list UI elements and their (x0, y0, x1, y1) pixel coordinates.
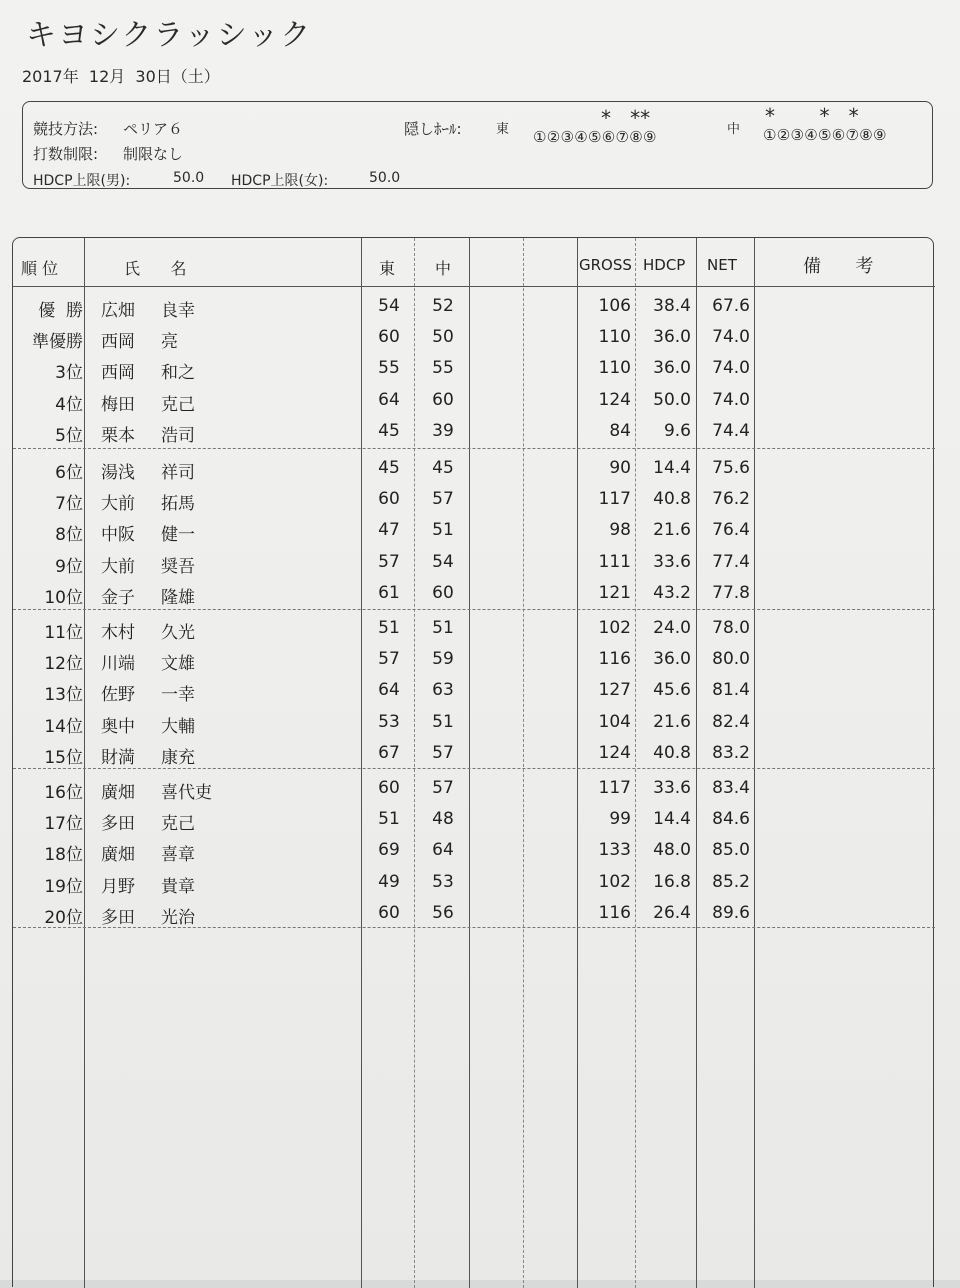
middle-score-cell: 56 (432, 902, 454, 923)
hdcp-cell: 24.0 (653, 618, 691, 638)
east-score-cell: 60 (378, 902, 400, 923)
page-title: キヨシクラッシック (26, 18, 313, 53)
net-cell: 83.4 (712, 778, 750, 798)
net-cell: 74.0 (712, 327, 750, 348)
hdcp-cell: 45.6 (653, 680, 691, 701)
east-score-cell: 49 (378, 871, 400, 892)
gross-cell: 106 (598, 296, 631, 316)
rank-cell: 17位 (44, 814, 83, 835)
column-divider (414, 238, 415, 1288)
gross-cell: 110 (598, 327, 631, 348)
gross-cell: 116 (598, 649, 631, 670)
last-name-cell: 大前 (101, 494, 135, 515)
middle-score-cell: 45 (432, 458, 454, 478)
hdcp-male-value: 50.0 (173, 170, 205, 186)
east-hole-numbers: ①②③④⑤⑥⑦⑧⑨ (533, 128, 657, 146)
rank-cell: 3位 (55, 363, 83, 384)
rank-cell: 7位 (55, 494, 83, 515)
east-score-cell: 64 (378, 680, 400, 701)
rank-cell: 5位 (55, 425, 83, 446)
east-score-cell: 57 (378, 649, 400, 670)
hdcp-cell: 9.6 (663, 420, 691, 441)
first-name-cell: 克己 (161, 814, 195, 835)
gross-cell: 102 (598, 871, 631, 892)
last-name-cell: 木村 (101, 623, 135, 643)
east-score-cell: 64 (378, 389, 400, 410)
middle-score-cell: 55 (432, 358, 454, 379)
method-label: 競技方法: (33, 120, 99, 138)
group-divider (13, 609, 935, 610)
last-name-cell: 財満 (101, 747, 135, 768)
net-cell: 84.6 (712, 809, 750, 830)
first-name-cell: 良幸 (161, 301, 195, 321)
hdcp-cell: 26.4 (653, 902, 691, 923)
gross-cell: 102 (598, 618, 631, 638)
last-name-cell: 西岡 (101, 332, 135, 353)
net-cell: 85.2 (712, 871, 750, 892)
last-name-cell: 梅田 (101, 394, 135, 415)
east-score-cell: 60 (378, 778, 400, 798)
gross-cell: 124 (598, 742, 631, 763)
gross-cell: 117 (598, 489, 631, 510)
group-divider (13, 768, 935, 769)
first-name-cell: 久光 (161, 623, 195, 643)
first-name-cell: 浩司 (161, 425, 195, 446)
column-divider (469, 238, 470, 1288)
first-name-cell: 貴章 (161, 876, 195, 897)
hdcp-cell: 33.6 (653, 778, 691, 798)
last-name-cell: 中阪 (101, 525, 135, 546)
east-score-cell: 69 (378, 840, 400, 861)
rank-cell: 19位 (44, 876, 83, 897)
first-name-cell: 喜代吏 (161, 783, 212, 803)
hdcp-cell: 50.0 (653, 389, 691, 410)
header-rule (13, 286, 935, 287)
east-score-cell: 51 (378, 809, 400, 830)
header-middle: 中 (435, 259, 452, 278)
last-name-cell: 西岡 (101, 363, 135, 384)
last-name-cell: 川端 (101, 654, 135, 675)
header-name: 氏 名 (124, 259, 187, 278)
gross-cell: 117 (598, 778, 631, 798)
header-net: NET (707, 256, 737, 274)
column-divider (523, 238, 524, 1288)
rank-cell: 12位 (44, 654, 83, 675)
header-east: 東 (379, 259, 396, 278)
net-cell: 74.4 (712, 420, 750, 441)
first-name-cell: 奨吾 (161, 556, 195, 577)
rank-cell: 13位 (44, 685, 83, 706)
rank-cell: 16位 (44, 783, 83, 803)
net-cell: 82.4 (712, 711, 750, 732)
last-name-cell: 湯浅 (101, 463, 135, 483)
first-name-cell: 光治 (161, 907, 195, 928)
first-name-cell: 祥司 (161, 463, 195, 483)
net-cell: 74.0 (712, 389, 750, 410)
last-name-cell: 佐野 (101, 685, 135, 706)
header-remarks: 備 考 (803, 256, 874, 277)
first-name-cell: 隆雄 (161, 587, 195, 608)
first-name-cell: 亮 (161, 332, 178, 353)
hdcp-cell: 40.8 (653, 742, 691, 763)
east-score-cell: 55 (378, 358, 400, 379)
rank-cell: 11位 (44, 623, 83, 643)
gross-cell: 98 (609, 520, 631, 541)
east-score-cell: 57 (378, 551, 400, 572)
hdcp-cell: 16.8 (653, 871, 691, 892)
gross-cell: 110 (598, 358, 631, 379)
east-score-cell: 54 (378, 296, 400, 316)
middle-score-cell: 60 (432, 389, 454, 410)
middle-score-cell: 51 (432, 711, 454, 732)
event-date: 2017年 12月 30日（土） (22, 67, 220, 86)
rank-cell: 6位 (55, 463, 83, 483)
east-score-cell: 60 (378, 327, 400, 348)
east-score-cell: 45 (378, 420, 400, 441)
middle-score-cell: 57 (432, 489, 454, 510)
middle-score-cell: 54 (432, 551, 454, 572)
east-score-cell: 45 (378, 458, 400, 478)
middle-score-cell: 39 (432, 420, 454, 441)
method-value: ペリア６ (123, 120, 184, 138)
net-cell: 75.6 (712, 458, 750, 478)
east-score-cell: 67 (378, 742, 400, 763)
last-name-cell: 広畑 (101, 301, 135, 321)
hdcp-female-value: 50.0 (369, 170, 401, 186)
gross-cell: 99 (609, 809, 631, 830)
middle-hidden-marks: * * * (765, 104, 859, 128)
gross-cell: 116 (598, 902, 631, 923)
first-name-cell: 文雄 (161, 654, 195, 675)
rank-cell: 優 勝 (38, 301, 83, 321)
last-name-cell: 廣畑 (101, 783, 135, 803)
east-course-label: 東 (496, 122, 510, 137)
limit-label: 打数制限: (33, 145, 99, 163)
east-score-cell: 53 (378, 711, 400, 732)
middle-score-cell: 63 (432, 680, 454, 701)
hdcp-cell: 43.2 (653, 582, 691, 603)
rank-cell: 9位 (55, 556, 83, 577)
first-name-cell: 和之 (161, 363, 195, 384)
last-name-cell: 栗本 (101, 425, 135, 446)
header-hdcp: HDCP (643, 256, 686, 274)
net-cell: 78.0 (712, 618, 750, 638)
net-cell: 74.0 (712, 358, 750, 379)
first-name-cell: 拓馬 (161, 494, 195, 515)
middle-score-cell: 48 (432, 809, 454, 830)
group-divider (13, 448, 935, 449)
hdcp-cell: 48.0 (653, 840, 691, 861)
last-name-cell: 金子 (101, 587, 135, 608)
middle-score-cell: 64 (432, 840, 454, 861)
last-name-cell: 大前 (101, 556, 135, 577)
net-cell: 83.2 (712, 742, 750, 763)
column-divider (84, 238, 85, 1288)
rank-cell: 8位 (55, 525, 83, 546)
middle-score-cell: 57 (432, 778, 454, 798)
gross-cell: 124 (598, 389, 631, 410)
net-cell: 81.4 (712, 680, 750, 701)
hdcp-cell: 21.6 (653, 711, 691, 732)
middle-score-cell: 60 (432, 582, 454, 603)
header-gross: GROSS (579, 256, 632, 274)
net-cell: 85.0 (712, 840, 750, 861)
hdcp-cell: 14.4 (653, 458, 691, 478)
header-rank: 順 位 (21, 259, 59, 278)
east-score-cell: 60 (378, 489, 400, 510)
net-cell: 76.4 (712, 520, 750, 541)
east-score-cell: 51 (378, 618, 400, 638)
rank-cell: 15位 (44, 747, 83, 768)
net-cell: 77.4 (712, 551, 750, 572)
column-divider (361, 238, 362, 1288)
middle-score-cell: 53 (432, 871, 454, 892)
net-cell: 89.6 (712, 902, 750, 923)
net-cell: 77.8 (712, 582, 750, 603)
first-name-cell: 康充 (161, 747, 195, 768)
east-score-cell: 61 (378, 582, 400, 603)
hdcp-cell: 40.8 (653, 489, 691, 510)
net-cell: 76.2 (712, 489, 750, 510)
middle-score-cell: 50 (432, 327, 454, 348)
rank-cell: 準優勝 (32, 332, 83, 353)
limit-value: 制限なし (123, 145, 184, 163)
middle-score-cell: 51 (432, 520, 454, 541)
middle-score-cell: 57 (432, 742, 454, 763)
first-name-cell: 克己 (161, 394, 195, 415)
rank-cell: 10位 (44, 587, 83, 608)
middle-score-cell: 52 (432, 296, 454, 316)
east-hidden-marks: * ** (601, 106, 651, 130)
hdcp-male-label: HDCP上限(男): (33, 173, 131, 189)
gross-cell: 133 (598, 840, 631, 861)
gross-cell: 104 (598, 711, 631, 732)
gross-cell: 90 (609, 458, 631, 478)
hdcp-female-label: HDCP上限(女): (231, 173, 329, 189)
rank-cell: 18位 (44, 845, 83, 866)
hdcp-cell: 14.4 (653, 809, 691, 830)
middle-course-label: 中 (727, 122, 741, 137)
hdcp-cell: 36.0 (653, 327, 691, 348)
hdcp-cell: 36.0 (653, 649, 691, 670)
hidden-holes-label: 隠しﾎｰﾙ: (404, 120, 462, 138)
last-name-cell: 多田 (101, 814, 135, 835)
middle-score-cell: 59 (432, 649, 454, 670)
rank-cell: 14位 (44, 716, 83, 737)
first-name-cell: 健一 (161, 525, 195, 546)
last-name-cell: 月野 (101, 876, 135, 897)
last-name-cell: 奥中 (101, 716, 135, 737)
first-name-cell: 喜章 (161, 845, 195, 866)
east-score-cell: 47 (378, 520, 400, 541)
first-name-cell: 大輔 (161, 716, 195, 737)
gross-cell: 127 (598, 680, 631, 701)
rank-cell: 4位 (55, 394, 83, 415)
hdcp-cell: 36.0 (653, 358, 691, 379)
middle-score-cell: 51 (432, 618, 454, 638)
last-name-cell: 廣畑 (101, 845, 135, 866)
column-divider (754, 238, 755, 1288)
net-cell: 67.6 (712, 296, 750, 316)
hdcp-cell: 38.4 (653, 296, 691, 316)
hdcp-cell: 33.6 (653, 551, 691, 572)
last-name-cell: 多田 (101, 907, 135, 928)
gross-cell: 111 (598, 551, 631, 572)
net-cell: 80.0 (712, 649, 750, 670)
first-name-cell: 一幸 (161, 685, 195, 706)
hdcp-cell: 21.6 (653, 520, 691, 541)
competition-info-box (22, 101, 933, 189)
gross-cell: 121 (598, 582, 631, 603)
results-table (12, 237, 934, 1287)
middle-hole-numbers: ①②③④⑤⑥⑦⑧⑨ (763, 126, 887, 144)
rank-cell: 20位 (44, 907, 83, 928)
gross-cell: 84 (609, 420, 631, 441)
